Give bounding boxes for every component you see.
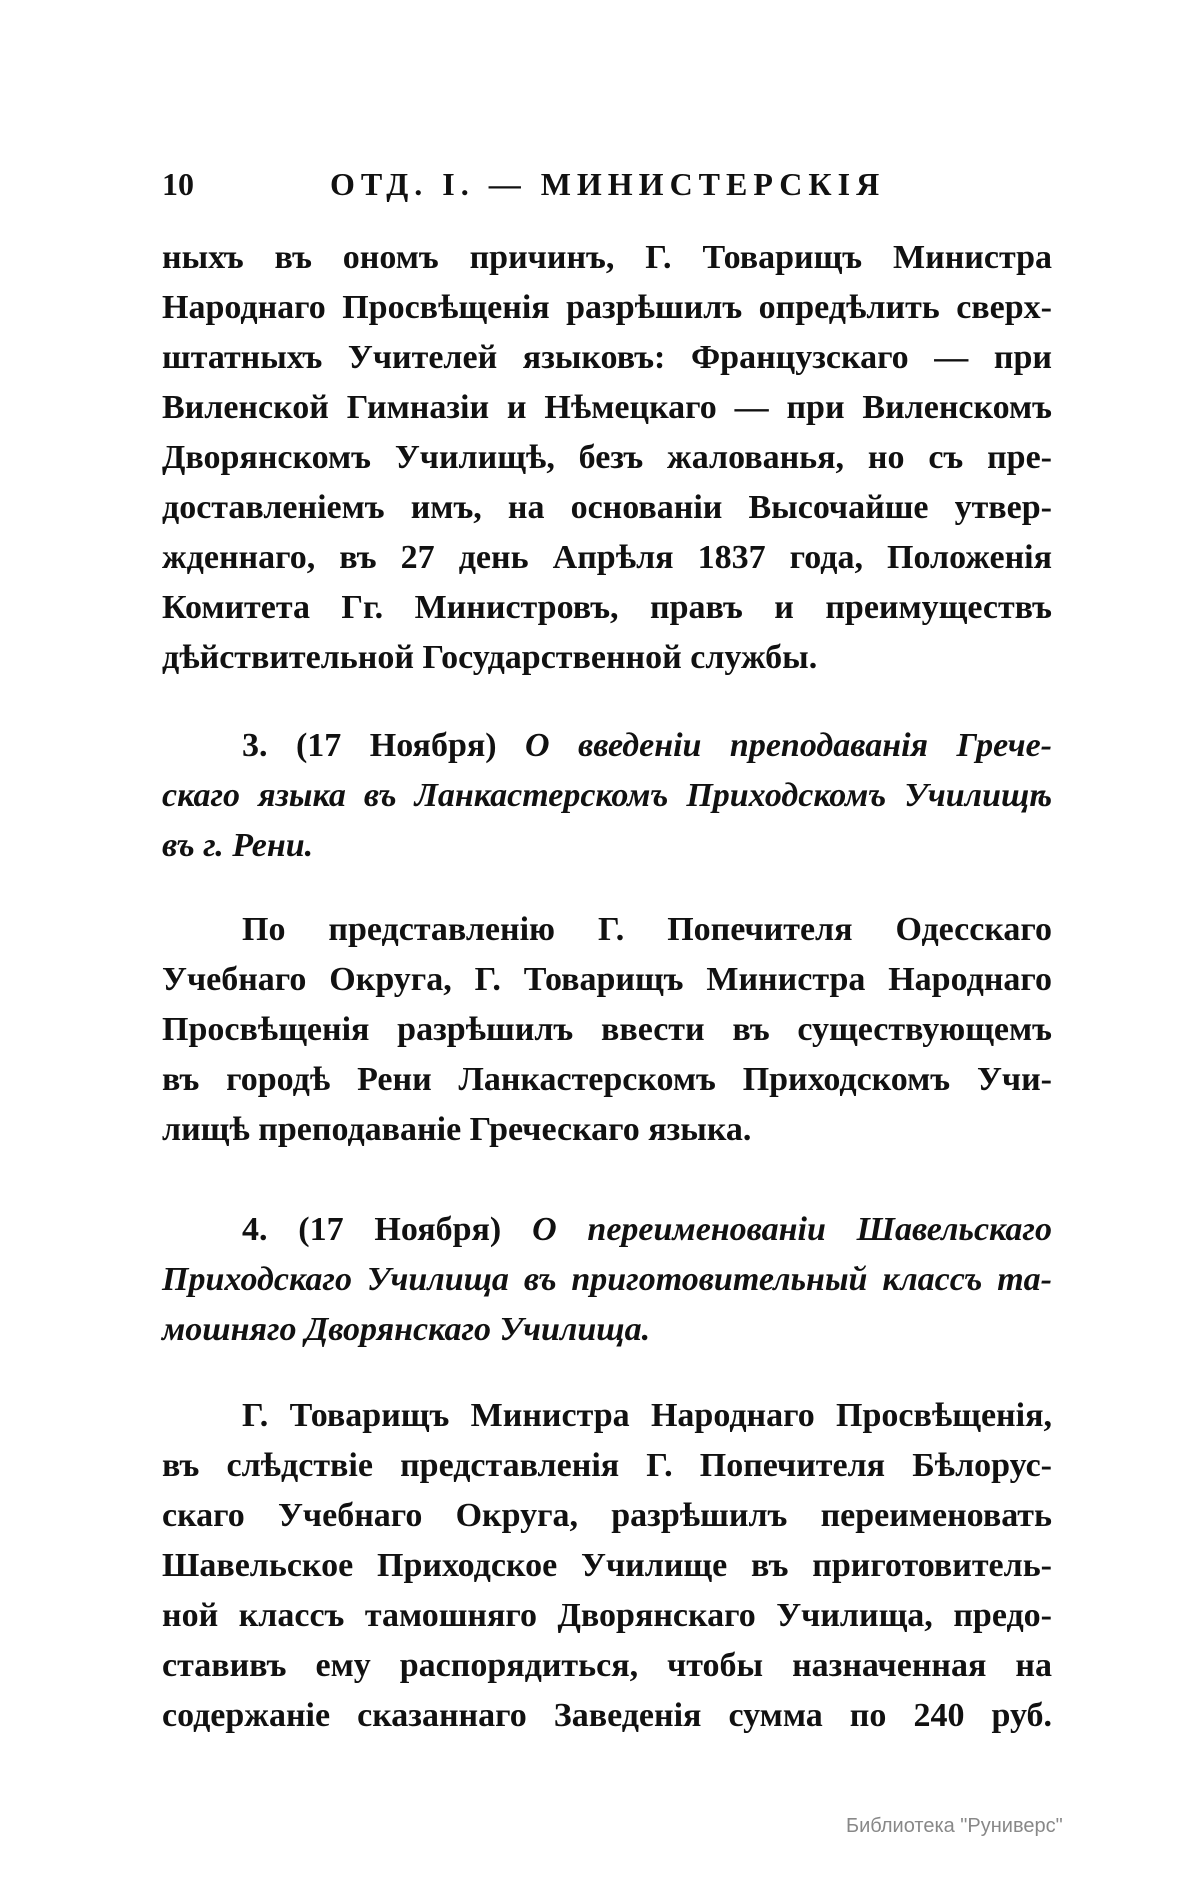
text-line: Шавельское Приходское Училище въ приготовитель- [162, 1547, 1052, 1584]
text-line: ной классъ тамошняго Дворянскаго Училища, предо- [162, 1597, 1052, 1634]
section-number: 4. (17 Ноября) [242, 1211, 502, 1248]
text-line: жденнаго, въ 27 день Апрѣля 1837 года, Положенія [162, 539, 1052, 576]
heading-line [162, 721, 1052, 771]
heading-line [162, 1205, 1052, 1255]
paragraph-3 [162, 1391, 1052, 1741]
text-line: доставленіемъ имъ, на основаніи Высочайше утвер- [162, 489, 1052, 526]
text-line: штатныхъ Учителей языковъ: Французскаго — при [162, 339, 1052, 376]
section-title: О введеніи преподаванія Грече- [525, 727, 1052, 764]
section-title: О переименованіи Шавельскаго [532, 1211, 1052, 1248]
paragraph-1 [162, 233, 1052, 683]
section-number: 3. (17 Ноября) [242, 727, 497, 764]
text-line: скаго Учебнаго Округа, разрѣшилъ переименовать [162, 1497, 1052, 1534]
text-line: Виленской Гимназіи и Нѣмецкаго — при Виленскомъ [162, 389, 1052, 426]
heading-line: Приходскаго Училища въ приготовительный классъ та- [162, 1261, 1052, 1298]
text-line: въ городѣ Рени Ланкастерскомъ Приходскомъ Учи- [162, 1061, 1052, 1098]
text-line: По представленію Г. Попечителя Одесскаго [242, 911, 1052, 948]
heading-line: мошняго Дворянскаго Училища. [162, 1311, 651, 1348]
heading-line: въ г. Рени. [162, 827, 314, 864]
text-line: въ слѣдствіе представленія Г. Попечителя Бѣлорус- [162, 1447, 1052, 1484]
text-line: Комитета Гг. Министровъ, правъ и преимуществъ [162, 589, 1052, 626]
text-line: Учебнаго Округа, Г. Товарищъ Министра Народнаго [162, 961, 1052, 998]
text-line: Просвѣщенія разрѣшилъ ввести въ существующемъ [162, 1011, 1052, 1048]
text-line: Дворянскомъ Училищѣ, безъ жалованья, но съ пре- [162, 439, 1052, 476]
section-3-heading [162, 721, 1052, 871]
page-number: 10 [162, 166, 194, 202]
text-line: ставивъ ему распорядиться, чтобы назначенная на [162, 1647, 1052, 1684]
running-title: ОТД. I. — МИНИСТЕРСКІЯ [330, 166, 886, 202]
text-line: лищѣ преподаваніе Греческаго языка. [162, 1111, 752, 1148]
text-line: дѣйствительной Государственной службы. [162, 639, 818, 676]
text-line: содержаніе сказаннаго Заведенія сумма по 240 руб. [162, 1697, 1052, 1734]
section-4-heading [162, 1205, 1052, 1355]
heading-line: скаго языка въ Ланкастерскомъ Приходскомъ Училищѣ [162, 777, 1052, 814]
running-header [162, 166, 1052, 210]
text-line: Народнаго Просвѣщенія разрѣшилъ опредѣлить сверх- [162, 289, 1052, 326]
library-watermark: Библиотека "Руниверс" [846, 1815, 1063, 1837]
text-line: Г. Товарищъ Министра Народнаго Просвѣщенія, [242, 1397, 1052, 1434]
text-line: ныхъ въ ономъ причинъ, Г. Товарищъ Министра [162, 239, 1052, 276]
paragraph-2 [162, 905, 1052, 1155]
